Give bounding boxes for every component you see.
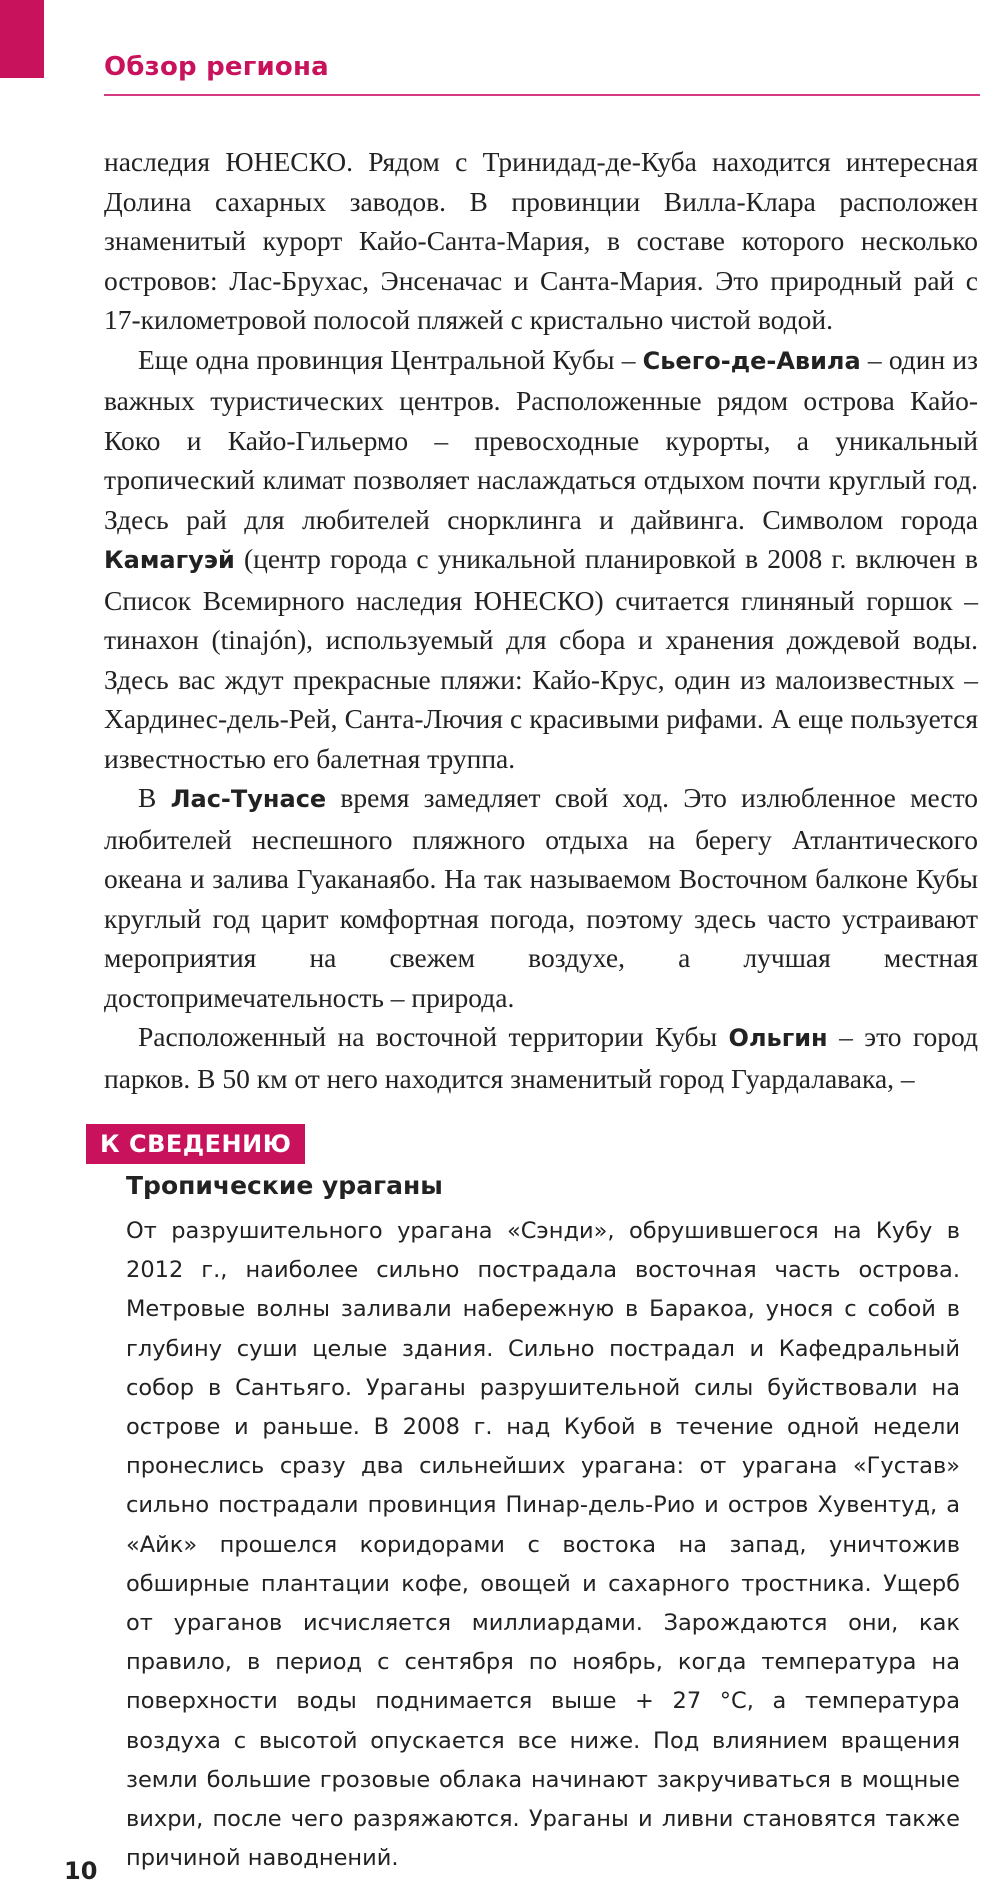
- paragraph-1: наследия ЮНЕСКО. Рядом с Тринидад-де-Куба находится интересная Долина сахарных заводов. В провинции Вилла-Клара расположен знаменитый курорт Кайо-Санта-Мария, в составе которого несколько островов: Лас-Брухас, Энсеначас и Санта-Мария. Это природный рай с 17-километровой полосой пляжей с кристально чистой водой.: [104, 146, 978, 335]
- section-title: Обзор региона: [104, 52, 329, 82]
- paragraph-2-text-e: (центр города с уникальной планировкой в 2008 г. включен в Список Всемирного наследия ЮНЕСКО) считается глиняный горшок – тинахон (tinajón), используемый для сбора и хранения дождевой воды. Здесь вас ждут прекрасные пляжи: Кайо-Крус, один из малоизвестных – Хардинес-дель-Рей, Санта-Лючия с красивыми рифами. А еще пользуется известностью его балетная труппа.: [104, 543, 978, 774]
- paragraph-4-text-c: – это город парков. В 50 км от него находится знаменитый город Гуардалавака, –: [104, 1021, 978, 1094]
- place-name-ciego-de-avila: Сьего-де-Авила: [642, 346, 861, 375]
- page-number: 10: [64, 1857, 98, 1885]
- infobox-text: От разрушительного урагана «Сэнди», обрушившегося на Кубу в 2012 г., наиболее сильно пострадала восточная часть острова. Метровые волны заливали набережную в Баракоа, унося с собой в глубину суши целые здания. Сильно пострадал и Кафедральный собор в Сантьяго. Ураганы разрушительной силы буйствовали на острове и раньше. В 2008 г. над Кубой в течение одной недели пронеслись сразу два сильнейших урагана: от урагана «Густав» сильно пострадали провинция Пинар-дель-Рио и остров Хувентуд, а «Айк» прошелся коридорами с востока на запад, уничтожив обширные плантации кофе, овощей и сахарного тростника. Ущерб от ураганов исчисляется миллиардами. Зарождаются они, как правило, в период с сентября по ноябрь, когда температура на поверхности воды поднимается выше + 27 °C, а температура воздуха с высотой опускается все ниже. Под влиянием вращения земли большие грозовые облака начинают закручиваться в мощные вихри, после чего разряжаются. Ураганы и ливни становятся также причиной наводнений.: [126, 1218, 960, 1872]
- paragraph-3-text-a: В: [138, 782, 171, 813]
- paragraph-3: [104, 778, 978, 1017]
- paragraph-4-text-a: Расположенный на восточной территории Кубы: [138, 1021, 729, 1052]
- infobox-title: Тропические ураганы: [126, 1171, 443, 1200]
- info-badge: К СВЕДЕНИЮ: [86, 1124, 305, 1164]
- main-text: [104, 142, 978, 1098]
- paragraph-2-text-c: – один из важных туристических центров. Расположенные рядом острова Кайо-Коко и Кайо-Гильермо – превосходные курорты, а уникальный тропический климат позволяет наслаждаться отдыхом почти круглый год. Здесь рай для любителей снорклинга и дайвинга. Символом города: [104, 343, 978, 535]
- paragraph-2: [104, 340, 978, 779]
- corner-tab: [0, 0, 44, 78]
- place-name-camaguey: Камагуэй: [104, 546, 235, 574]
- paragraph-2-text-a: Еще одна провинция Центральной Кубы –: [138, 343, 643, 375]
- paragraph-4: [104, 1017, 978, 1098]
- paragraph-3-text-c: время замедляет свой ход. Это излюбленное место любителей неспешного пляжного отдыха на берегу Атлантического океана и залива Гуаканаябо. На так называемом Восточном балконе Кубы круглый год царит комфортная погода, поэтому здесь часто устраивают мероприятия на свежем воздухе, а лучшая местная достопримечательность – природа.: [104, 782, 978, 1013]
- running-header: [104, 48, 980, 96]
- place-name-las-tunas: Лас-Тунасе: [170, 785, 327, 813]
- place-name-holguin: Ольгин: [728, 1024, 828, 1052]
